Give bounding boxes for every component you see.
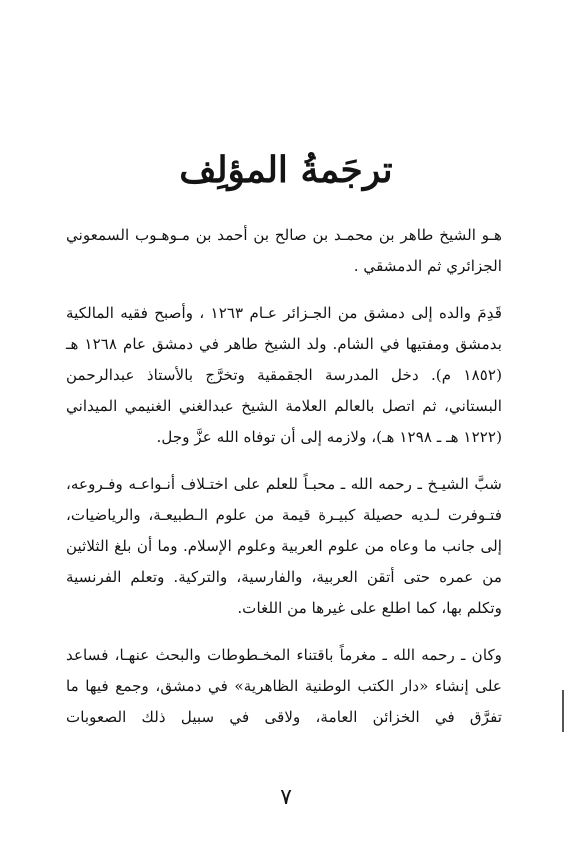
paragraph-1: [66, 220, 502, 282]
text-line: فيها ما تفرَّق في الخزائن العامة، ولاقى في سبيل ذلك الصعوبات: [66, 677, 502, 726]
text-line: السمعوني الجزائري ثم الدمشقي .: [66, 226, 502, 275]
text-line: هـو الشيخ طاهر بن محمـد بن صالح بن أحمد بن مـوهـوب: [134, 226, 503, 244]
paragraph-2: [66, 298, 502, 453]
scan-edge-mark: [562, 690, 564, 732]
text-line: عبدالرحمن البستاني، ثم اتصل بالعالم العلامة الشيخ عبدالغني: [66, 366, 502, 415]
text-line: شبَّ الشيـخ ـ رحمه الله ـ محبـاً للعلم على اختـلاف أنـواعـه: [128, 475, 502, 493]
page-title: ترجَمةُ المؤلِف: [179, 149, 393, 192]
text-line: عزَّ وجل.: [156, 428, 212, 446]
text-line: قَدِمَ والده إلى دمشق من الجـزائر عـام ١٢٦٣ ، وأصبح فقيه: [120, 304, 503, 322]
text-line: وما أن بلغ الثلاثين من عمره حتى أتقن العربية، والفارسية، والتركية.: [66, 537, 502, 586]
text-line: الغنيمي الميداني (١٢٢٢ هـ ـ ١٢٩٨ هـ)، ولازمه إلى أن توفاه الله: [66, 397, 502, 446]
paragraph-3: [66, 469, 502, 624]
text-line: وكان ـ رحمه الله ـ مغرماً باقتناء المخـطوطات والبحث عنهـا،: [114, 646, 503, 664]
text-line: وتعلم الفرنسية وتكلم بها، كما اطلع على غيرها من اللغات.: [66, 568, 502, 617]
text-line: فساعد على إنشاء «دار الكتب الوطنية الظاهرية» في دمشق، وجمع: [66, 646, 502, 695]
text-line: المالكية بدمشق ومفتيها في الشام. ولد الشيخ طاهر في دمشق عام: [66, 304, 503, 353]
biography-text: [66, 220, 502, 749]
text-line: والرياضيات، إلى جانب ما وعاه من علوم العربية وعلوم الإسلام.: [66, 506, 503, 555]
text-line: وفـروعه، فتـوفرت لـديه حصيلة كبيـرة قيمة من علوم الـطبيعـة،: [66, 475, 502, 524]
text-line: ١٢٦٨ هـ (١٨٥٢ م). دخل المدرسة الجقمقية وتخرَّج بالأستاذ: [66, 335, 502, 384]
paragraph-4: [66, 640, 502, 733]
page-number: ٧: [280, 785, 292, 810]
